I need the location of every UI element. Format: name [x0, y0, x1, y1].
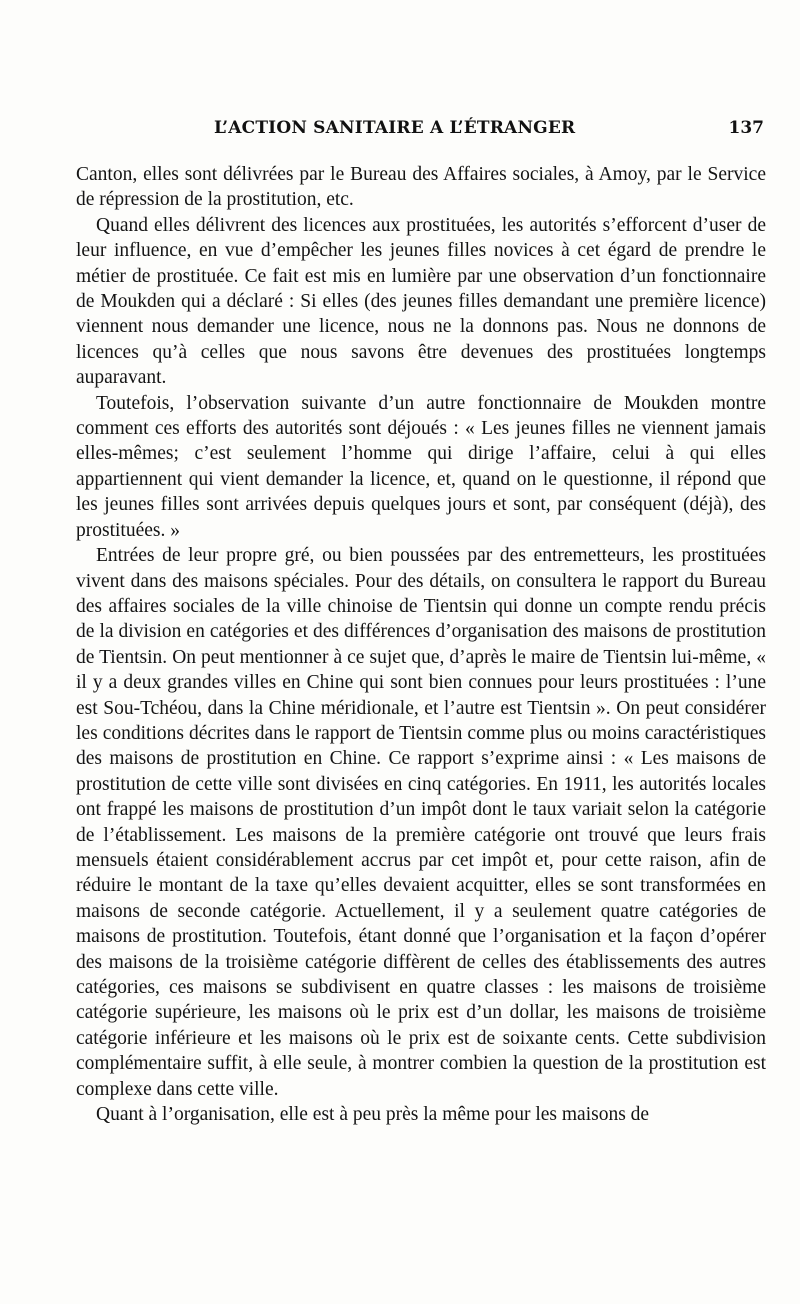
page-header [76, 118, 764, 144]
paragraph-4: Entrées de leur propre gré, ou bien poussées par des entremetteurs, les prostituées vivent dans des maisons spéciales. Pour des détails, on consultera le rapport du Bureau des affaires sociales de la ville chinoise de Tientsin qui donne un compte rendu précis de la division en catégories et des différences d’organisation des maisons de prostitution de Tientsin. On peut mentionner à ce sujet que, d’après le maire de Tientsin lui-même, « il y a deux grandes villes en Chine qui sont bien connues pour leurs prostituées : l’une est Sou-Tchéou, dans la Chine méridionale, et l’autre est Tientsin ». On peut considérer les conditions décrites dans le rapport de Tientsin comme plus ou moins caractéristiques des maisons de prostitution en Chine. Ce rapport s’exprime ainsi : « Les maisons de prostitution de cette ville sont divisées en cinq catégories. En 1911, les autorités locales ont frappé les maisons de prostitution d’un impôt dont le taux variait selon la catégorie de l’établissement. Les maisons de la première catégorie ont trouvé que leurs frais mensuels étaient considérablement accrus par cet impôt et, pour cette raison, afin de réduire le montant de la taxe qu’elles devaient acquitter, elles se sont transformées en maisons de seconde catégorie. Actuellement, il y a seulement quatre catégories de maisons de prostitution. Toutefois, étant donné que l’organisation et la façon d’opérer des maisons de la troisième catégorie diffèrent de celles des établissements des autres catégories, ces maisons se subdivisent en quatre classes : les maisons de troisième catégorie supérieure, les maisons où le prix est d’un dollar, les maisons de troisième catégorie inférieure et les maisons où le prix est de soixante cents. Cette subdivision complémentaire suffit, à elle seule, à montrer combien la question de la prostitution est complexe dans cette ville. [76, 545, 766, 1100]
paragraph-1: Canton, elles sont délivrées par le Bureau des Affaires sociales, à Amoy, par le Service de répression de la prostitution, etc. [76, 164, 766, 211]
page-number: 137 [728, 118, 764, 138]
paragraph-5: Quant à l’organisation, elle est à peu près la même pour les maisons de [96, 1104, 650, 1126]
body-text [76, 162, 766, 1127]
paragraph-2: Quand elles délivrent des licences aux prostituées, les autorités s’efforcent d’user de leur influence, en vue d’empêcher les jeunes filles novices à cet égard de prendre le métier de prostituée. Ce fait est mis en lumière par une observation d’un fonctionnaire de Moukden qui a déclaré : Si elles (des jeunes filles demandant une première licence) viennent nous demander une licence, nous ne la donnons pas. Nous ne donnons de licences qu’à celles que nous savons être devenues des prostituées longtemps auparavant. [76, 214, 766, 389]
running-title: L’ACTION SANITAIRE A L’ÉTRANGER [214, 118, 576, 138]
paragraph-3: Toutefois, l’observation suivante d’un autre fonctionnaire de Moukden montre comment ces efforts des autorités sont déjoués : « Les jeunes filles ne viennent jamais elles-mêmes; c’est seulement l’homme qui dirige l’affaire, celui à qui elles appartiennent qui vient demander la licence, et, quand on le questionne, il répond que les jeunes filles sont arrivées depuis quelques jours et sont, par conséquent (déjà), des prostituées. » [76, 392, 766, 541]
